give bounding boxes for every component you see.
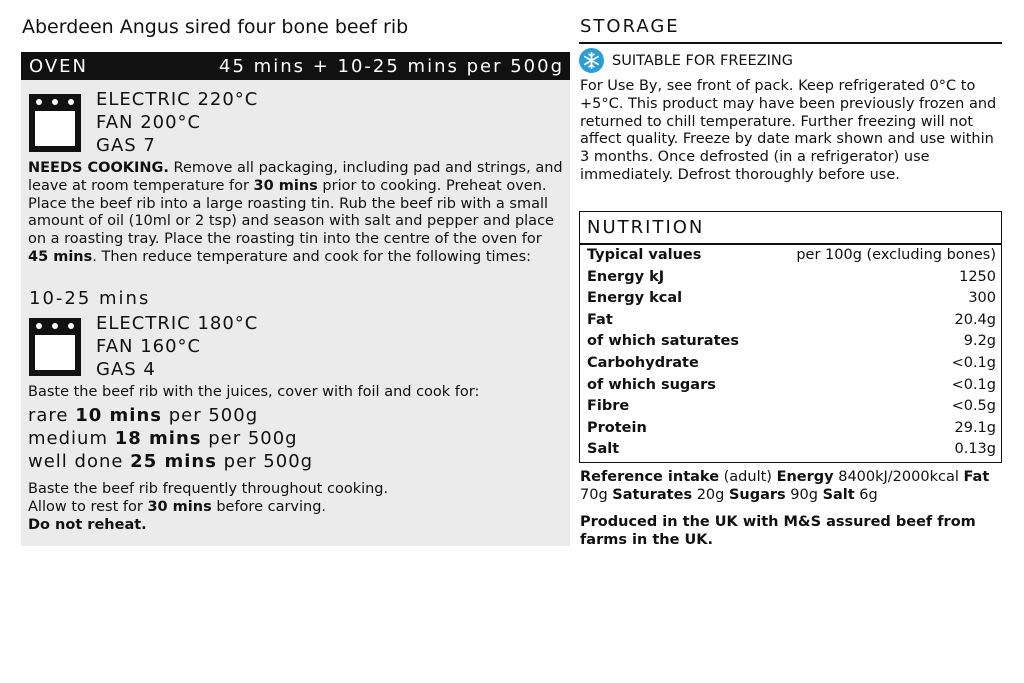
final-instructions: [28, 481, 564, 534]
nutrition-table: [579, 211, 1002, 463]
nutrient-label: Fibre: [587, 398, 630, 415]
instructions-text-1: Remove all packaging, including pad and strings, and leave at room temperature for: [28, 160, 563, 194]
stage2-electric-temp: ELECTRIC 180°C: [96, 313, 259, 334]
instructions-text-3: . Then reduce temperature and cook for the following times:: [92, 248, 532, 265]
stage2-fan-temp: FAN 160°C: [96, 336, 202, 357]
stage1-electric-temp: ELECTRIC 220°C: [96, 89, 259, 110]
nutrient-label: Typical values: [587, 247, 702, 263]
oven-icon: [29, 94, 81, 152]
needs-cooking-label: NEEDS COOKING.: [28, 160, 169, 176]
ref-value: 8400kJ/2000kcal: [833, 469, 964, 485]
oven-icon: [29, 318, 81, 376]
per-500g-subheading: 10-25 mins: [29, 288, 151, 309]
ref-value: 6g: [854, 487, 878, 503]
baste-frequently-text: Baste the beef rib frequently throughout cooking.: [28, 481, 389, 497]
nutrient-label: Protein: [587, 419, 647, 436]
nutrient-label: Fat: [587, 311, 613, 328]
stage1-gas-mark: GAS 7: [96, 135, 156, 156]
instructions-text-2: prior to cooking. Preheat oven. Place the beef rib into a large roasting tin. Rub the beef rib with a small amount of oil (10ml or 2 tsp) and season with salt and pepper and place on a roasting tray. Place the roasting tin into the centre of the oven for: [28, 177, 554, 248]
doneness-time: 10 mins: [75, 405, 163, 426]
nutrient-value: <0.5g: [951, 398, 996, 415]
nutrient-value: 300: [968, 290, 996, 307]
rest-text: [28, 499, 564, 517]
doneness-time: 25 mins: [130, 451, 217, 472]
table-row: [587, 418, 996, 440]
storage-divider: [579, 42, 1002, 44]
rest-time: 30 mins: [147, 498, 212, 515]
doneness-level: rare: [28, 405, 76, 426]
ref-label: Salt: [822, 487, 855, 503]
ref-label: Energy: [776, 469, 834, 485]
ref-label: Sugars: [728, 487, 786, 503]
doneness-time: 18 mins: [114, 428, 202, 449]
doneness-per: per 500g: [201, 428, 298, 449]
freezing-badge: [579, 48, 793, 73]
oven-total-time: 45 mins + 10-25 mins per 500g: [219, 55, 564, 77]
nutrient-label: Carbohydrate: [587, 354, 699, 371]
storage-text: For Use By, see front of pack. Keep refrigerated 0°C to +5°C. This product may have been previously frozen and returned to chill temperature. Further freezing will not affect quality. Freeze by date mark shown and use within 3 months. Once defrosted (in a refrigerator) use immediately. Defrost thoroughly before use.: [580, 78, 997, 183]
doneness-row-rare: [28, 404, 313, 427]
doneness-row-medium: [28, 427, 313, 450]
baste-instruction: Baste the beef rib with the juices, cover with foil and cook for:: [28, 384, 480, 400]
ref-value: 20g: [692, 487, 729, 503]
nutrient-value: 0.13g: [954, 441, 996, 458]
ref-label: Reference intake: [580, 469, 720, 485]
table-row: [587, 288, 996, 310]
ref-value: 90g: [785, 487, 823, 503]
table-row: [587, 310, 996, 332]
table-row: [587, 439, 996, 461]
doneness-times: [28, 404, 313, 473]
stage2-temperatures: [96, 312, 258, 381]
stage1-fan-temp: FAN 200°C: [96, 112, 202, 133]
cooking-instructions: [28, 160, 564, 267]
nutrient-value: 1250: [959, 268, 996, 285]
ref-label: Saturates: [612, 487, 693, 503]
nutrition-rows: [587, 245, 996, 461]
storage-heading: STORAGE: [580, 16, 680, 37]
nutrient-value: 29.1g: [954, 419, 996, 436]
rest-text-c: before carving.: [211, 498, 327, 515]
doneness-level: medium: [28, 428, 115, 449]
rest-text-a: Allow to rest for: [28, 498, 148, 515]
snowflake-icon: [579, 48, 604, 73]
table-row: [587, 396, 996, 418]
doneness-per: per 500g: [162, 405, 259, 426]
freezing-label: SUITABLE FOR FREEZING: [612, 52, 794, 69]
doneness-per: per 500g: [216, 451, 314, 472]
ref-value: (adult): [719, 469, 777, 485]
doneness-row-well-done: [28, 450, 313, 473]
instructions-bold-1: 30 mins: [253, 177, 318, 194]
table-row: [587, 353, 996, 375]
nutrient-value: <0.1g: [951, 376, 996, 393]
nutrient-label: Salt: [587, 441, 620, 458]
table-row: [587, 331, 996, 353]
reference-intake: [580, 468, 1004, 504]
table-row: [587, 375, 996, 397]
doneness-level: well done: [28, 451, 131, 472]
nutrient-label: of which saturates: [587, 333, 739, 350]
stage2-gas-mark: GAS 4: [96, 359, 156, 380]
nutrient-value: <0.1g: [951, 354, 996, 371]
instructions-bold-2: 45 mins: [28, 248, 93, 265]
nutrient-value: 9.2g: [963, 333, 996, 350]
nutrient-label: Energy kcal: [587, 290, 683, 307]
ref-value: 70g: [580, 487, 613, 503]
stage1-temperatures: [96, 88, 258, 157]
ref-label: Fat: [963, 469, 990, 485]
no-reheat-text: Do not reheat.: [28, 516, 147, 533]
nutrient-label: Energy kJ: [587, 268, 665, 285]
origin-statement: Produced in the UK with M&S assured beef from farms in the UK.: [580, 514, 976, 548]
nutrient-value: 20.4g: [954, 311, 996, 328]
product-title: Aberdeen Angus sired four bone beef rib: [22, 16, 409, 38]
nutrient-label: of which sugars: [587, 376, 716, 393]
table-row: [587, 245, 996, 267]
oven-heading: OVEN: [29, 55, 89, 77]
table-row: [587, 267, 996, 289]
nutrient-value: per 100g (excluding bones): [796, 247, 996, 263]
oven-header-bar: [21, 52, 570, 80]
nutrition-heading: NUTRITION: [587, 217, 705, 238]
